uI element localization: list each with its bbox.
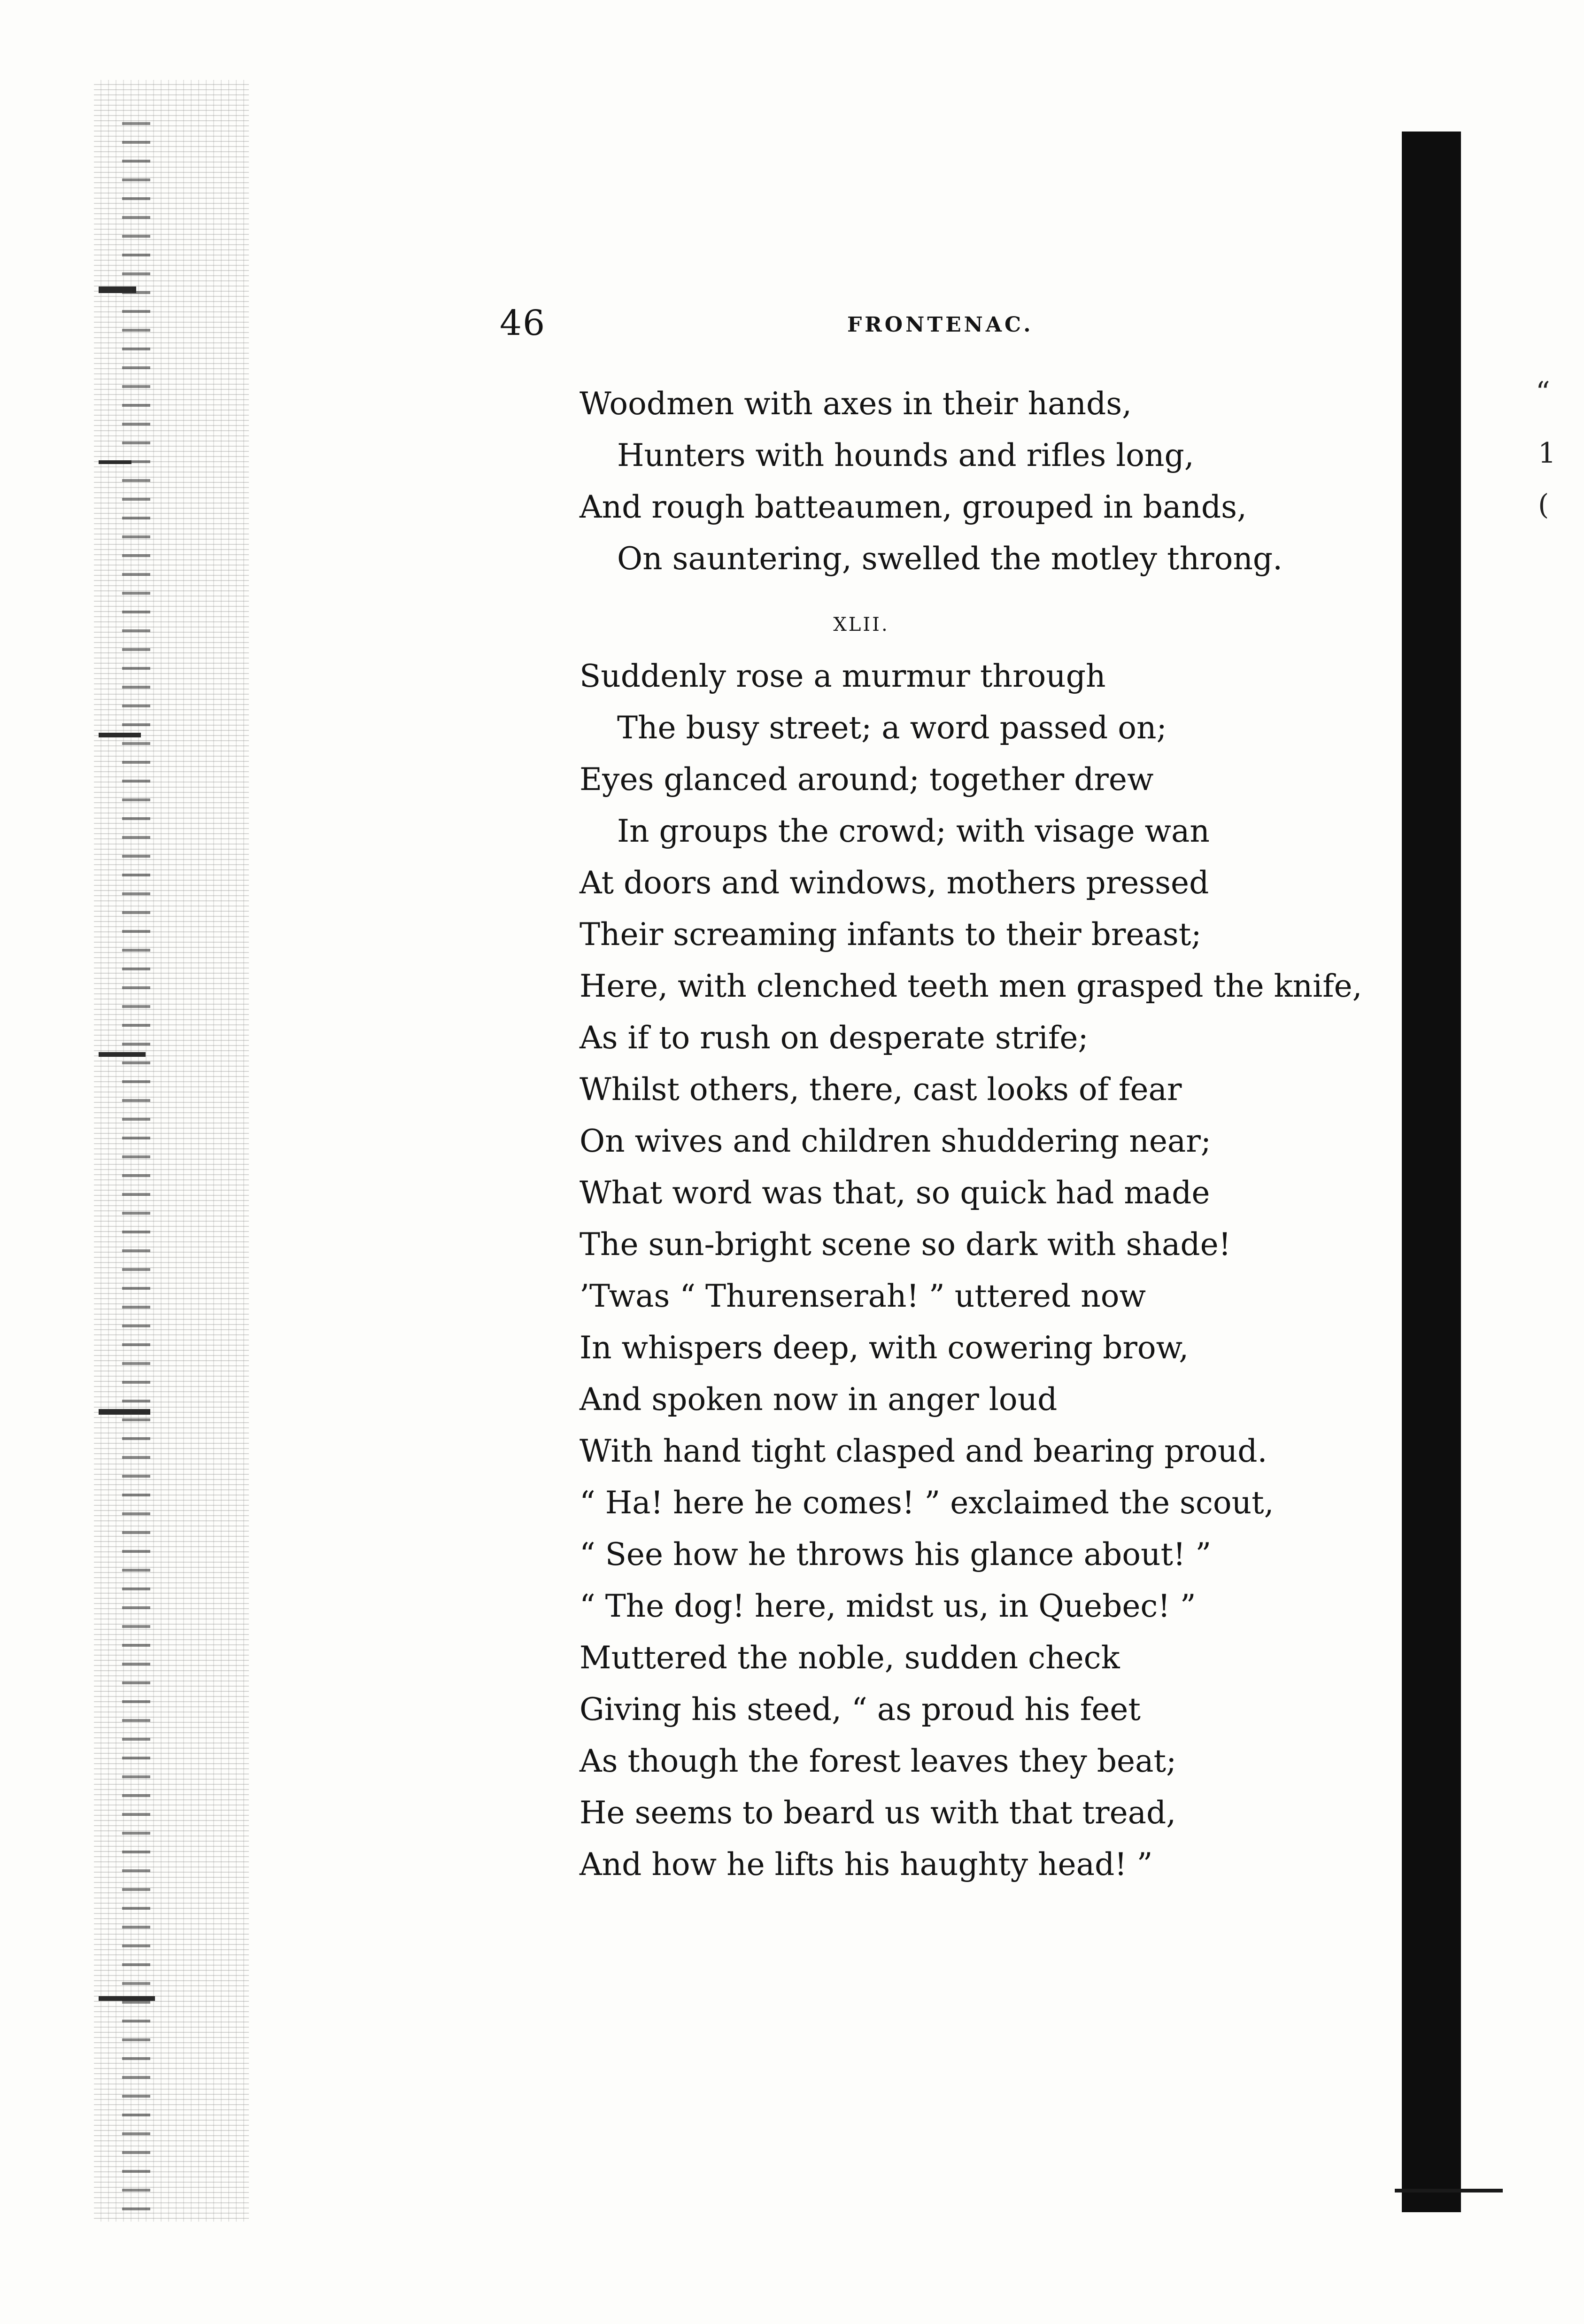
verse-line: In groups the crowd; with visage wan xyxy=(617,813,1210,849)
binding-mark xyxy=(99,1409,150,1415)
margin-bleed-char: ( xyxy=(1538,488,1549,521)
verse-line: He seems to beard us with that tread, xyxy=(580,1795,1176,1831)
verse-line: ’Twas “ Thurenserah! ” uttered now xyxy=(580,1278,1146,1314)
binding-mark xyxy=(99,1052,146,1057)
binding-mark xyxy=(99,287,136,293)
verse-line: And how he lifts his haughty head! ” xyxy=(580,1846,1153,1882)
verse-line: As though the forest leaves they beat; xyxy=(580,1743,1177,1779)
left-binding-shadow xyxy=(94,80,249,2222)
verse-line: In whispers deep, with cowering brow, xyxy=(580,1330,1189,1366)
verse-line: Giving his steed, “ as proud his feet xyxy=(580,1691,1141,1728)
verse-line: And spoken now in anger loud xyxy=(580,1381,1058,1418)
verse-line: As if to rush on desperate strife; xyxy=(580,1020,1089,1056)
verse-line: On wives and children shuddering near; xyxy=(580,1123,1212,1159)
verse-line: At doors and windows, mothers pressed xyxy=(580,865,1209,901)
verse-line: Woodmen with axes in their hands, xyxy=(580,386,1132,422)
page-number: 46 xyxy=(500,303,546,343)
verse-line: With hand tight clasped and bearing proud. xyxy=(580,1433,1267,1469)
verse-line: Whilst others, there, cast looks of fear xyxy=(580,1071,1182,1108)
verse-line: Suddenly rose a murmur through xyxy=(580,658,1106,694)
verse-line: What word was that, so quick had made xyxy=(580,1175,1210,1211)
right-binding-edge xyxy=(1395,2189,1503,2192)
verse-line: Here, with clenched teeth men grasped the knife, xyxy=(580,968,1362,1004)
stanza-number: XLII. xyxy=(833,614,889,635)
verse-line: Their screaming infants to their breast; xyxy=(580,916,1202,953)
poem-body xyxy=(580,378,1378,1890)
verse-line: The sun-bright scene so dark with shade! xyxy=(580,1226,1231,1263)
binding-mark xyxy=(99,460,131,464)
verse-line: “ The dog! here, midst us, in Quebec! ” xyxy=(580,1588,1196,1624)
verse-line: Muttered the noble, sudden check xyxy=(580,1640,1120,1676)
verse-line: “ See how he throws his glance about! ” xyxy=(580,1536,1212,1573)
verse-line: On sauntering, swelled the motley throng. xyxy=(617,541,1283,577)
margin-bleed-char: “ xyxy=(1536,376,1550,409)
running-title: FRONTENAC. xyxy=(847,313,1034,337)
binding-mark xyxy=(99,1996,155,2001)
running-head xyxy=(500,300,1307,347)
verse-line: The busy street; a word passed on; xyxy=(617,710,1167,746)
verse-line: Eyes glanced around; together drew xyxy=(580,761,1154,798)
left-binding-marks xyxy=(122,122,150,2226)
verse-line: “ Ha! here he comes! ” exclaimed the scout, xyxy=(580,1485,1274,1521)
verse-line: And rough batteaumen, grouped in bands, xyxy=(580,489,1247,525)
right-binding-bar xyxy=(1402,132,1461,2212)
binding-mark xyxy=(99,733,141,737)
margin-bleed-char: 1 xyxy=(1538,437,1556,470)
verse-line: Hunters with hounds and rifles long, xyxy=(617,437,1194,473)
